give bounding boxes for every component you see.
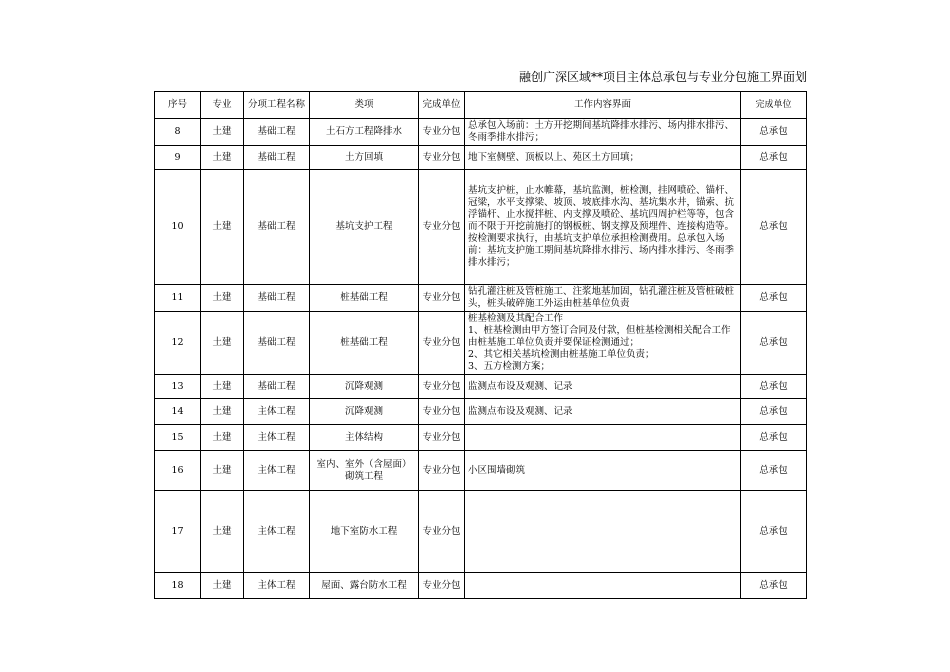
cell-unit: 专业分包: [419, 451, 465, 491]
cell-seq: 10: [155, 170, 201, 285]
cell-major: 土建: [201, 119, 244, 146]
cell-category: 室内、室外（含屋面）砌筑工程: [310, 451, 419, 491]
cell-content: [465, 425, 741, 451]
cell-major: 土建: [201, 451, 244, 491]
work-scope-text: 总承包入场前：土方开挖期间基坑降排水排污、场内排水排污、冬雨季排水排污；: [468, 120, 735, 143]
cell-seq: 18: [155, 573, 201, 599]
cell-unit-2: 总承包: [741, 399, 807, 425]
table-row: [155, 119, 807, 146]
table-row: [155, 312, 807, 375]
header-row: [155, 92, 807, 119]
cell-major: 土建: [201, 399, 244, 425]
cell-seq: 14: [155, 399, 201, 425]
document-title: 融创广深区域**项目主体总承包与专业分包施工界面划: [518, 70, 807, 84]
cell-seq: 15: [155, 425, 201, 451]
cell-content: [465, 491, 741, 573]
work-scope-text: 监测点布设及观测、记录: [468, 405, 573, 417]
cell-major: 土建: [201, 146, 244, 170]
header-done-unit-2: 完成单位: [741, 92, 807, 119]
cell-unit-2: 总承包: [741, 375, 807, 399]
cell-content: [465, 451, 741, 491]
cell-unit-2: 总承包: [741, 573, 807, 599]
work-scope-text: 基坑支护桩，止水帷幕，基坑监测，桩检测，挂网喷砼、锚杆、冠梁，水平支撑梁、坡顶、坡底排水沟、基坑集水井，锚索、抗浮锚杆、止水搅拌桩、内支撑及喷砼、基坑四周护栏等等，包含而不限于开挖前施打的钢板桩、钢支撑及预埋件、连接构造等。按检测要求执行，由基坑支护单位承担检测费用。总承包入场前：基坑支护施工期间基坑降排水排污、场内排水排污、冬雨季排水排污；: [468, 185, 735, 268]
interface-table: [154, 91, 807, 599]
cell-unit: 专业分包: [419, 375, 465, 399]
table-row: [155, 451, 807, 491]
cell-category: 主体结构: [310, 425, 419, 451]
cell-content: [465, 170, 741, 285]
cell-unit-2: 总承包: [741, 491, 807, 573]
work-scope-text: 监测点布设及观测、记录: [468, 380, 573, 392]
work-scope-text: 钻孔灌注桩及管桩施工、注浆地基加固，钻孔灌注桩及管桩破桩头，桩头破碎施工外运由桩基单位负责: [468, 286, 735, 309]
cell-major: 土建: [201, 425, 244, 451]
cell-major: 土建: [201, 375, 244, 399]
cell-category: 土石方工程降排水: [310, 119, 419, 146]
cell-unit-2: 总承包: [741, 146, 807, 170]
table-row: [155, 285, 807, 312]
cell-content: [465, 573, 741, 599]
cell-unit: 专业分包: [419, 119, 465, 146]
cell-item: 基础工程: [244, 146, 310, 170]
cell-item: 基础工程: [244, 119, 310, 146]
cell-item: 主体工程: [244, 491, 310, 573]
cell-unit: 专业分包: [419, 312, 465, 375]
work-scope-text: 桩基检测及其配合工作 1、桩基检测由甲方签订合同及付款，但桩基检测相关配合工作由桩基施工单位负责并要保证检测通过； 2、其它相关基坑检测由桩基施工单位负责； 3、五方检测方案；: [468, 313, 731, 372]
cell-unit: 专业分包: [419, 170, 465, 285]
cell-major: 土建: [201, 491, 244, 573]
cell-unit: 专业分包: [419, 146, 465, 170]
cell-major: 土建: [201, 285, 244, 312]
cell-seq: 13: [155, 375, 201, 399]
cell-seq: 11: [155, 285, 201, 312]
cell-unit: 专业分包: [419, 573, 465, 599]
cell-seq: 12: [155, 312, 201, 375]
cell-seq: 16: [155, 451, 201, 491]
cell-item: 主体工程: [244, 451, 310, 491]
cell-unit: 专业分包: [419, 285, 465, 312]
cell-category: 桩基础工程: [310, 312, 419, 375]
cell-item: 主体工程: [244, 425, 310, 451]
header-seq: 序号: [155, 92, 201, 119]
table-row: [155, 573, 807, 599]
cell-seq: 17: [155, 491, 201, 573]
cell-category: 屋面、露台防水工程: [310, 573, 419, 599]
cell-content: [465, 285, 741, 312]
cell-category: 桩基础工程: [310, 285, 419, 312]
cell-content: [465, 119, 741, 146]
cell-category: 土方回填: [310, 146, 419, 170]
cell-major: 土建: [201, 170, 244, 285]
cell-category: 基坑支护工程: [310, 170, 419, 285]
table-row: [155, 399, 807, 425]
cell-content: [465, 375, 741, 399]
header-work-scope: 工作内容界面: [465, 92, 741, 119]
cell-seq: 8: [155, 119, 201, 146]
work-scope-text: 地下室侧壁、顶板以上、苑区土方回填；: [468, 151, 640, 163]
cell-content: [465, 399, 741, 425]
cell-unit-2: 总承包: [741, 425, 807, 451]
cell-unit: 专业分包: [419, 491, 465, 573]
cell-unit: 专业分包: [419, 425, 465, 451]
header-item-name: 分项工程名称: [244, 92, 310, 119]
cell-content: [465, 146, 741, 170]
header-major: 专业: [201, 92, 244, 119]
cell-unit-2: 总承包: [741, 119, 807, 146]
cell-item: 基础工程: [244, 170, 310, 285]
table-row: [155, 425, 807, 451]
cell-item: 主体工程: [244, 399, 310, 425]
table-row: [155, 146, 807, 170]
cell-unit-2: 总承包: [741, 170, 807, 285]
cell-item: 主体工程: [244, 573, 310, 599]
cell-seq: 9: [155, 146, 201, 170]
work-scope-text: 小区围墙砌筑: [468, 464, 526, 476]
cell-unit: 专业分包: [419, 399, 465, 425]
cell-major: 土建: [201, 573, 244, 599]
cell-category: 沉降观测: [310, 399, 419, 425]
cell-unit-2: 总承包: [741, 451, 807, 491]
cell-category: 地下室防水工程: [310, 491, 419, 573]
header-done-unit: 完成单位: [419, 92, 465, 119]
cell-content: [465, 312, 741, 375]
cell-unit-2: 总承包: [741, 312, 807, 375]
table-row: [155, 491, 807, 573]
table-row: [155, 170, 807, 285]
cell-item: 基础工程: [244, 285, 310, 312]
cell-unit-2: 总承包: [741, 285, 807, 312]
cell-item: 基础工程: [244, 375, 310, 399]
table-row: [155, 375, 807, 399]
cell-category: 沉降观测: [310, 375, 419, 399]
cell-major: 土建: [201, 312, 244, 375]
header-category: 类项: [310, 92, 419, 119]
cell-item: 基础工程: [244, 312, 310, 375]
